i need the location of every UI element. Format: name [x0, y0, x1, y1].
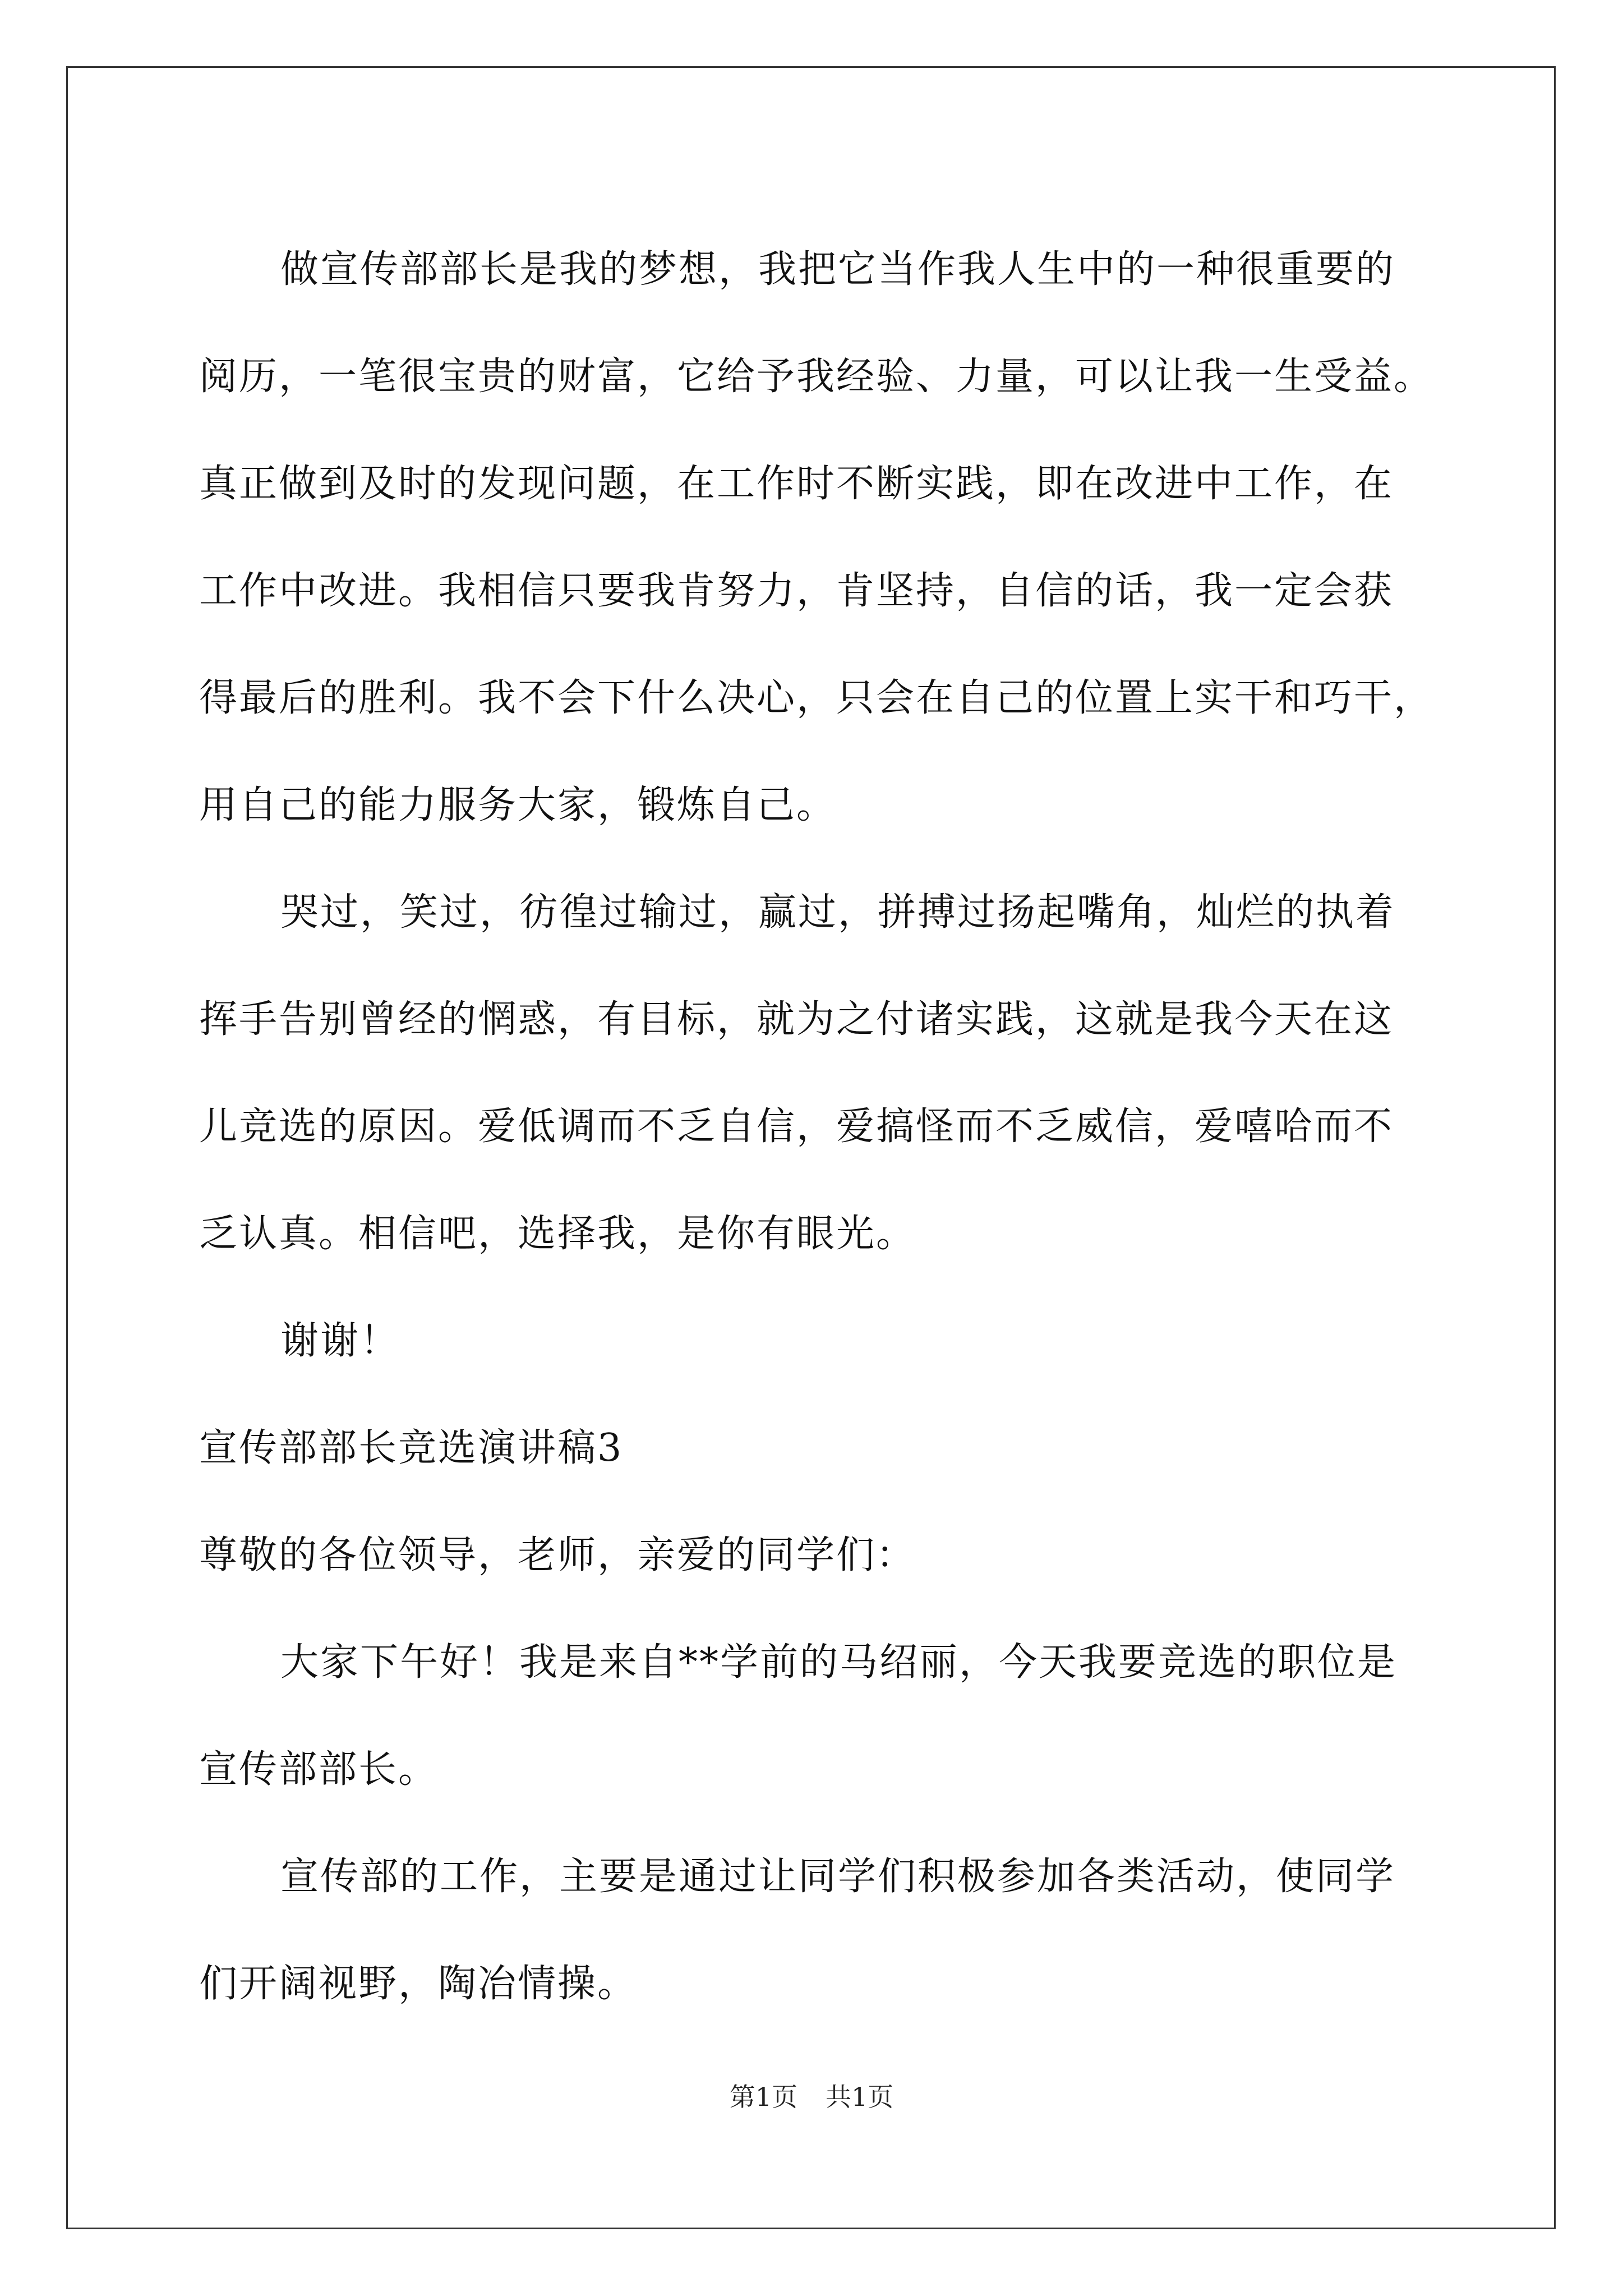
- paragraph-line: 得最后的胜利。我不会下什么决心，只会在自己的位置上实干和巧干，: [199, 676, 1434, 720]
- paragraph-line: 宣传部部长。: [199, 1747, 439, 1792]
- paragraph-line: 大家下午好！我是来自**学前的马绍丽，今天我要竞选的职位是: [280, 1640, 1398, 1685]
- page-number: 第1页: [729, 2082, 797, 2112]
- paragraph-line: 做宣传部部长是我的梦想，我把它当作我人生中的一种很重要的: [280, 247, 1396, 292]
- paragraph-line: 哭过，笑过，彷徨过输过，赢过，拼搏过扬起嘴角，灿烂的执着: [280, 890, 1396, 935]
- paragraph-line: 们开阔视野，陶冶情操。: [199, 1962, 638, 2006]
- paragraph-line: 真正做到及时的发现问题，在工作时不断实践，即在改进中工作，在: [199, 462, 1394, 506]
- thanks-line: 谢谢！: [280, 1319, 400, 1363]
- paragraph-line: 乏认真。相信吧，选择我，是你有眼光。: [199, 1212, 916, 1256]
- section-heading: 宣传部部长竞选演讲稿3: [199, 1426, 624, 1470]
- page-total: 共1页: [826, 2082, 894, 2112]
- paragraph-line: 宣传部的工作，主要是通过让同学们积极参加各类活动，使同学: [280, 1855, 1396, 1899]
- document-body: [199, 216, 1433, 2037]
- salutation-line: 尊敬的各位领导，老师，亲爱的同学们：: [199, 1533, 916, 1577]
- paragraph-line: 儿竞选的原因。爱低调而不乏自信，爱搞怪而不乏威信，爱嘻哈而不: [199, 1105, 1394, 1149]
- page-footer: [0, 2080, 1623, 2114]
- paragraph-line: 工作中改进。我相信只要我肯努力，肯坚持，自信的话，我一定会获: [199, 569, 1394, 613]
- paragraph-line: 用自己的能力服务大家，锻炼自己。: [199, 783, 837, 827]
- paragraph-line: 阅历，一笔很宝贵的财富，它给予我经验、力量，可以让我一生受益。: [199, 355, 1434, 399]
- paragraph-line: 挥手告别曾经的惘惑，有目标，就为之付诸实践，这就是我今天在这: [199, 997, 1394, 1042]
